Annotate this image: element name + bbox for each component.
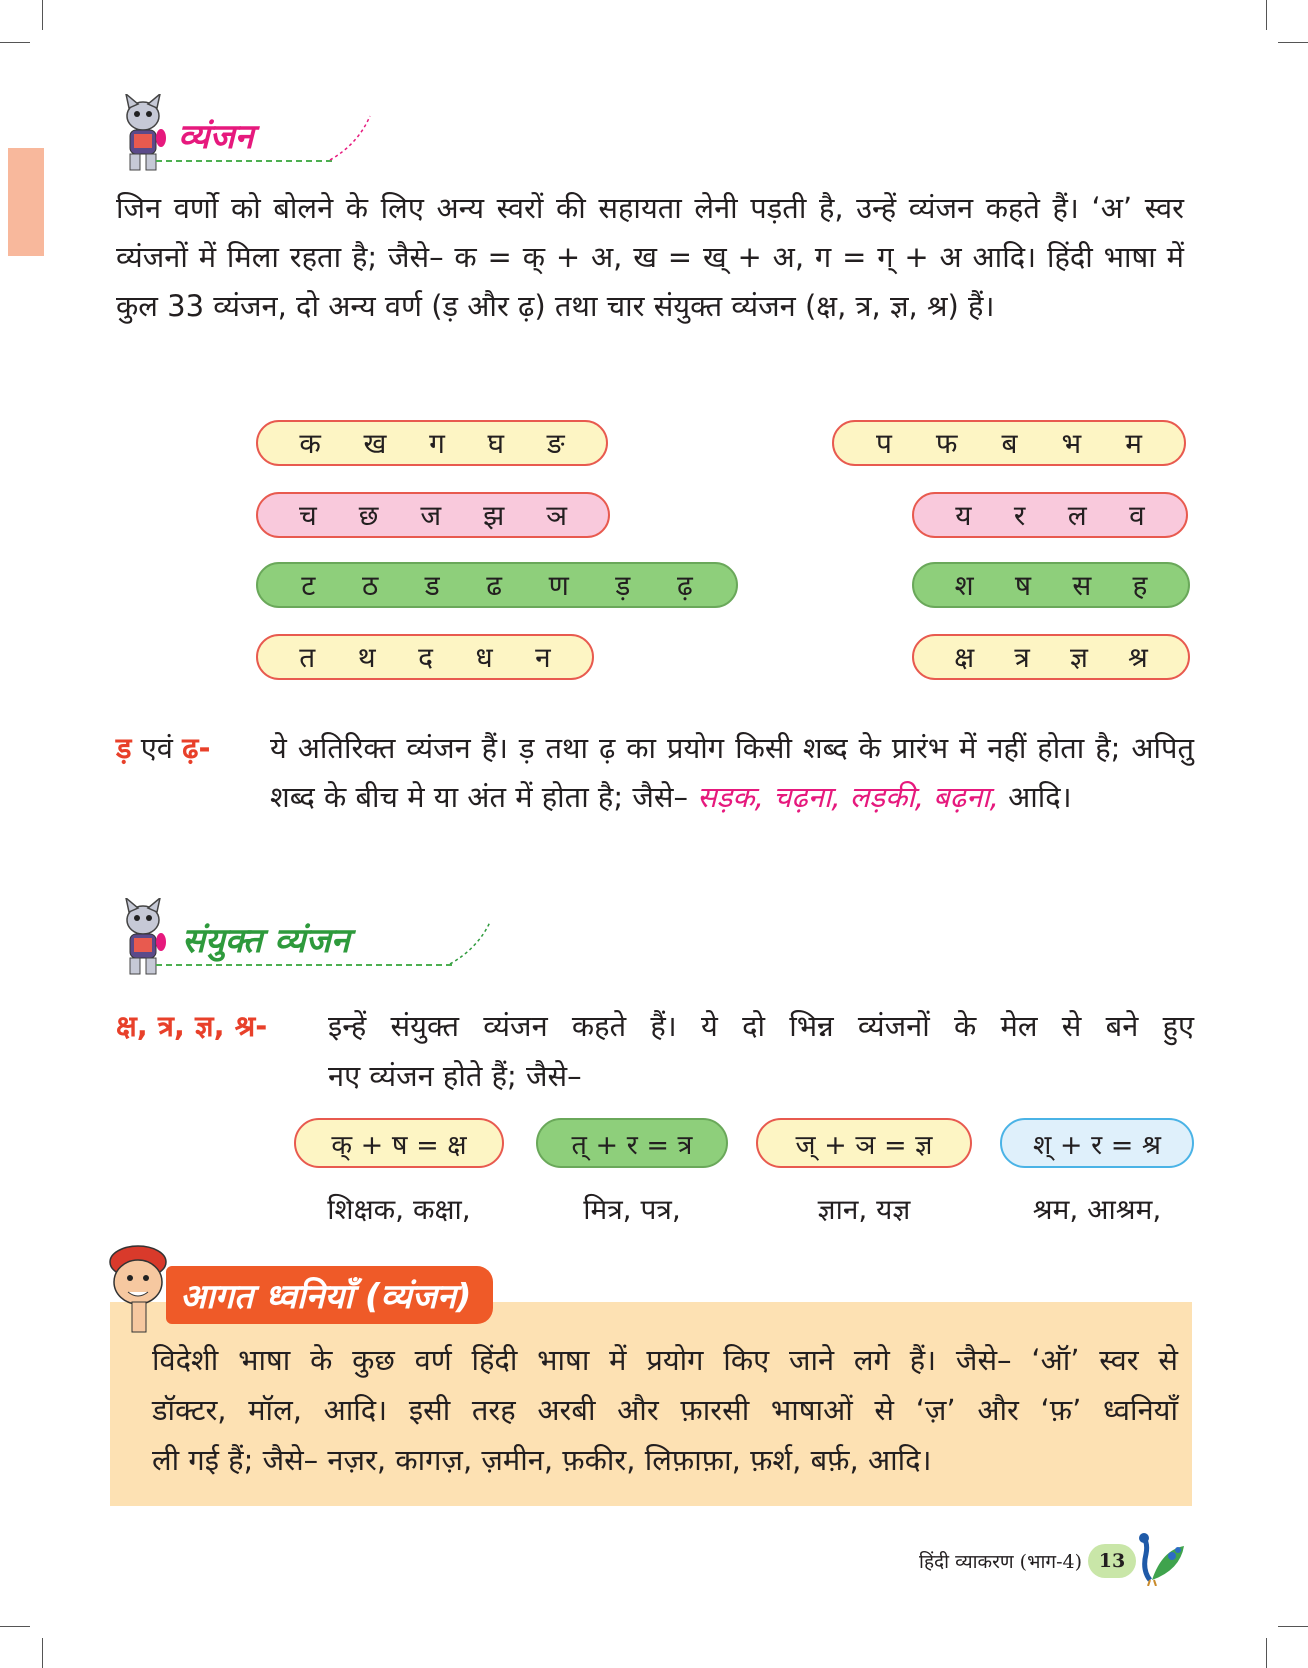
crop-mark — [0, 1626, 30, 1627]
combo-example: ज्ञान, यज्ञ — [817, 1193, 911, 1226]
combo-ksha: क् + ष = क्ष — [294, 1118, 504, 1168]
page-number: 13 — [1088, 1544, 1136, 1578]
consonant-group-cha — [256, 492, 610, 538]
letter: ढ — [486, 569, 503, 602]
crop-mark — [1266, 1638, 1267, 1668]
heading-underline — [156, 160, 332, 162]
cat-mascot-icon — [116, 898, 170, 978]
letter: ड़ — [615, 569, 631, 602]
heading-swoosh — [328, 114, 372, 162]
section3-line2: डॉक्टर, मॉल, आदि। इसी तरह अरबी और फ़ारसी भाषाओं से ‘ज़’ और ‘फ़’ ध्वनियाँ — [152, 1393, 1178, 1427]
extra-label-a: ड़ — [116, 731, 132, 765]
combo-tra: त् + र = त्र — [536, 1118, 728, 1168]
letter: र — [1013, 499, 1026, 532]
letter: ब — [1001, 427, 1018, 460]
letter: फ — [935, 427, 958, 460]
section3-title: आगत ध्वनियाँ (व्यंजन) — [166, 1266, 493, 1324]
section1-paragraph: जिन वर्णो को बोलने के लिए अन्य स्वरों की सहायता लेनी पड़ती है, उन्हें व्यंजन कहते हैं। ‘अ’ स्वर व्यंजनों में मिला रहता है; जैसे– क = क् + अ, ख = ख् + अ, ग = ग् + अ आदि। हिंदी भाषा में कुल 33 व्यंजन, दो अन्य वर्ण (ड़ और ढ़) तथा चार संयुक्त व्यंजन (क्ष, त्र, ज्ञ, श्र) हैं। — [116, 191, 1184, 323]
boy-mascot-icon — [104, 1244, 174, 1336]
footer-book-title: हिंदी व्याकरण (भाग-4) — [919, 1551, 1082, 1573]
crop-mark — [42, 1638, 43, 1668]
cat-mascot-icon — [116, 94, 170, 174]
letter: ग — [429, 427, 445, 460]
heading-underline — [156, 964, 452, 966]
crop-mark — [0, 42, 30, 43]
letter: ट — [301, 569, 316, 602]
consonant-group-sha — [912, 562, 1190, 608]
consonant-group-ta-dental — [256, 634, 594, 680]
crop-mark — [42, 0, 43, 30]
letter: क — [299, 427, 321, 460]
letter: ज — [420, 499, 442, 532]
consonant-group-ya — [912, 492, 1188, 538]
letter: घ — [487, 427, 505, 460]
letter: द — [418, 641, 433, 674]
extra-note-body: ये अतिरिक्त व्यंजन हैं। ड़ तथा ढ़ का प्रयोग किसी शब्द के प्रारंभ में नहीं होता है; अपितु शब्द के बीच मे या अंत में होता है; जैसे– — [270, 731, 1194, 814]
combo-shra: श् + र = श्र — [1000, 1118, 1194, 1168]
letter: ख — [363, 427, 387, 460]
letter: च — [298, 499, 317, 532]
letter: म — [1125, 427, 1142, 460]
extra-label-mid: एवं — [140, 731, 173, 765]
letter: भ — [1061, 427, 1082, 460]
letter: ष — [1014, 569, 1032, 602]
letter: श — [954, 569, 974, 602]
letter: ड — [424, 569, 440, 602]
heading-swoosh — [448, 920, 492, 966]
letter: ल — [1067, 499, 1087, 532]
consonant-group-compound — [912, 634, 1190, 680]
letter: थ — [357, 641, 376, 674]
letter: ण — [548, 569, 569, 602]
extra-note-tail: आदि। — [1008, 780, 1072, 814]
extra-note-examples: सड़क, चढ़ना, लड़की, बढ़ना, — [697, 780, 999, 814]
section3-line3: ली गई हैं; जैसे– नज़र, कागज़, ज़मीन, फ़कीर, लिफ़ाफ़ा, फ़र्श, बर्फ़, आदि। — [152, 1443, 932, 1477]
combo-example: शिक्षक, कक्षा, — [327, 1193, 471, 1226]
crop-mark — [1278, 1626, 1308, 1627]
peacock-icon — [1132, 1530, 1188, 1586]
section2-title: संयुक्त व्यंजन — [182, 921, 350, 961]
crop-mark — [1278, 42, 1308, 43]
consonant-group-ka — [256, 420, 608, 466]
section2-text-line1: इन्हें संयुक्त व्यंजन कहते हैं। ये दो भिन्न व्यंजनों के मेल से बने हुए — [328, 1009, 1194, 1043]
consonant-group-pa — [832, 420, 1186, 466]
extra-label-b: ढ़- — [182, 731, 211, 765]
section3-line1: विदेशी भाषा के कुछ वर्ण हिंदी भाषा में प्रयोग किए जाने लगे हैं। जैसे– ‘ऑ’ स्वर से — [152, 1343, 1178, 1377]
letter: ञ — [546, 499, 568, 532]
letter: ध — [475, 641, 493, 674]
letter: ठ — [361, 569, 379, 602]
letter: न — [535, 641, 551, 674]
letter: ढ़ — [676, 569, 693, 602]
letter: प — [876, 427, 892, 460]
letter: य — [955, 499, 972, 532]
letter: ज्ञ — [1069, 641, 1088, 674]
letter: त — [299, 641, 316, 674]
crop-mark — [1266, 0, 1267, 30]
combo-example: मित्र, पत्र, — [583, 1193, 681, 1226]
extra-note-text — [270, 724, 1194, 822]
combo-example: श्रम, आश्रम, — [1032, 1193, 1162, 1226]
letter: क्ष — [954, 641, 975, 674]
section2-heading — [116, 898, 350, 978]
section2-text-line2: नए व्यंजन होते हैं; जैसे– — [328, 1059, 582, 1093]
section1-title: व्यंजन — [178, 117, 254, 157]
letter: छ — [358, 499, 379, 532]
letter: श्र — [1128, 641, 1148, 674]
letter: व — [1129, 499, 1145, 532]
consonant-group-ta-retroflex — [256, 562, 738, 608]
side-tab — [8, 148, 44, 256]
section2-label: क्ष, त्र, ज्ञ, श्र- — [116, 1009, 268, 1043]
letter: ङ — [546, 427, 565, 460]
letter: झ — [483, 499, 505, 532]
section1-heading — [116, 94, 254, 174]
letter: स — [1072, 569, 1092, 602]
letter: ह — [1132, 569, 1148, 602]
combo-gya: ज् + ञ = ज्ञ — [756, 1118, 972, 1168]
extra-note-label — [116, 724, 266, 773]
letter: त्र — [1014, 641, 1030, 674]
